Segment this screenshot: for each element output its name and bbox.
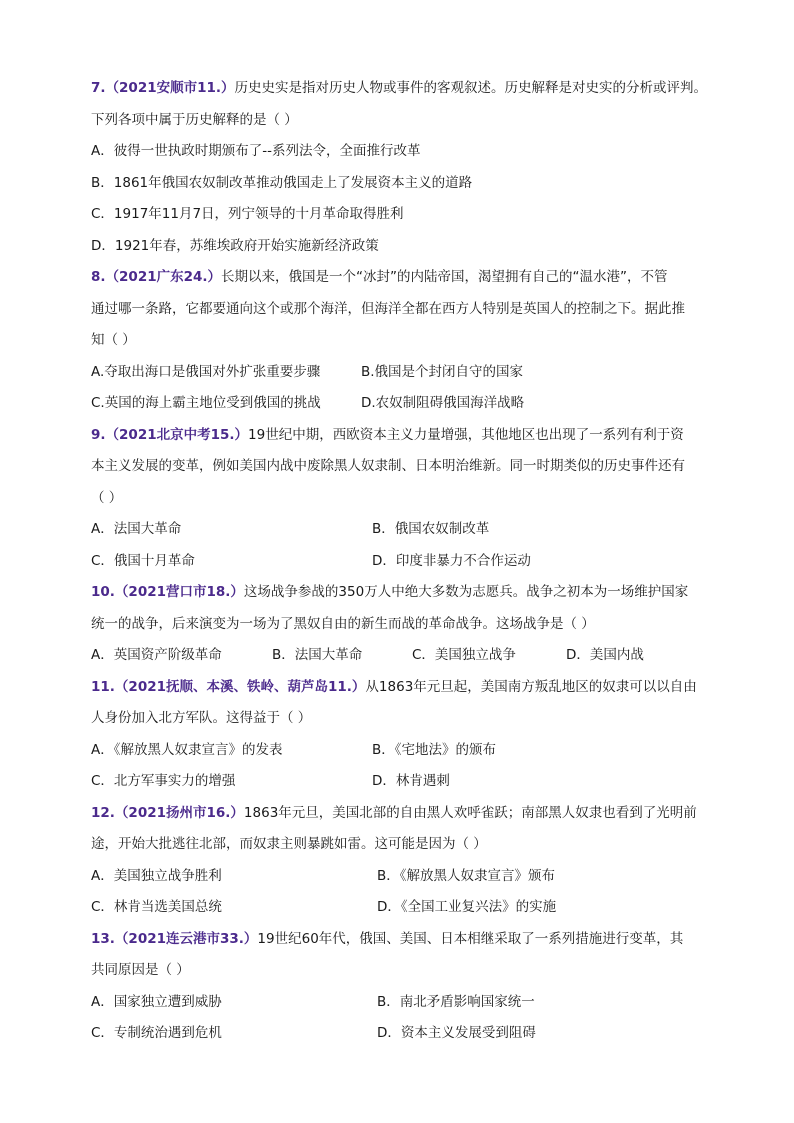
question-source: （2021营口市18.） xyxy=(114,584,244,600)
question-source: （2021广东24.） xyxy=(105,269,222,285)
question-number: 7. xyxy=(91,80,106,96)
stem-text: 从1863年元旦起，美国南方叛乱地区的奴隶可以以自由 xyxy=(365,678,697,695)
question-number: 13. xyxy=(91,930,115,947)
question-8 xyxy=(91,267,711,413)
option-d[interactable]: D．《全国工业复兴法》的实施 xyxy=(377,899,557,915)
option-row xyxy=(91,771,711,791)
stem-text: 长期以来，俄国是一个“冰封”的内陆帝国，渴望拥有自己的“温水港”，不管 xyxy=(221,269,668,285)
option-c[interactable]: C．俄国十月革命 xyxy=(91,552,195,569)
question-source: （2021安顺市11.） xyxy=(105,80,235,96)
option-d[interactable]: D.农奴制阻碍俄国海洋战略 xyxy=(361,395,525,411)
option-a[interactable]: A．美国独立战争胜利 xyxy=(91,867,222,884)
question-source: （2021扬州市16.） xyxy=(114,804,244,821)
stem-text: 历史史实是指对历史人物或事件的客观叙述。历史解释是对史实的分析或评判。 xyxy=(234,80,708,96)
stem-line: 知（ ） xyxy=(91,332,136,348)
stem-line: 人身份加入北方军队。这得益于（ ） xyxy=(91,710,312,726)
option-row xyxy=(91,362,711,382)
option-row xyxy=(91,141,711,161)
option-row xyxy=(91,1023,711,1043)
question-number: 8. xyxy=(91,269,106,285)
option-row xyxy=(91,204,711,224)
option-c[interactable]: C．专制统治遇到危机 xyxy=(91,1025,222,1041)
question-number: 12. xyxy=(91,804,115,821)
question-11 xyxy=(91,677,711,792)
option-a[interactable]: A．英国资产阶级革命 xyxy=(91,647,222,663)
option-b[interactable]: B．法国大革命 xyxy=(272,647,363,663)
stem-text: 这场战争参战的350万人中绝大多数为志愿兵。战争之初本为一场维护国家 xyxy=(243,584,689,600)
option-row xyxy=(91,866,711,886)
option-d[interactable]: D．印度非暴力不合作运动 xyxy=(372,552,531,569)
option-d[interactable]: D．美国内战 xyxy=(566,647,644,663)
question-stem xyxy=(91,267,711,350)
stem-text: 1863年元旦，美国北部的自由黑人欢呼雀跃；南部黑人奴隶也看到了光明前 xyxy=(243,804,697,821)
option-row xyxy=(91,645,711,665)
stem-line: 途，开始大批逃往北部，而奴隶主则暴跳如雷。这可能是因为（ ） xyxy=(91,836,487,852)
option-b[interactable]: B．《解放黑人奴隶宣言》颁布 xyxy=(377,867,556,884)
stem-line xyxy=(91,677,711,697)
option-row xyxy=(91,740,711,760)
question-10 xyxy=(91,582,711,665)
question-number: 10. xyxy=(91,584,115,600)
question-13 xyxy=(91,929,711,1044)
option-a[interactable]: A．国家独立遭到威胁 xyxy=(91,993,222,1010)
question-9 xyxy=(91,425,711,571)
question-source: （2021连云港市33.） xyxy=(114,930,258,947)
option-b[interactable]: B．《宅地法》的颁布 xyxy=(372,741,497,758)
option-b[interactable]: B．1861年俄国农奴制改革推动俄国走上了发展资本主义的道路 xyxy=(91,174,473,191)
option-c[interactable]: C．北方军事实力的增强 xyxy=(91,773,236,789)
option-c[interactable]: C．美国独立战争 xyxy=(412,647,516,663)
question-number: 11. xyxy=(91,678,115,695)
question-12 xyxy=(91,803,711,918)
stem-text: 19世纪60年代，俄国、美国、日本相继采取了一系列措施进行变革，其 xyxy=(257,930,684,947)
option-d[interactable]: D．1921年春，苏维埃政府开始实施新经济政策 xyxy=(91,237,379,254)
stem-line: 通过哪一条路，它都要通向这个或那个海洋，但海洋全都在西方人特别是英国人的控制之下。据此推 xyxy=(91,300,685,317)
option-row xyxy=(91,393,711,413)
option-b[interactable]: B.俄国是个封闭自守的国家 xyxy=(361,363,524,380)
question-stem xyxy=(91,677,711,729)
question-7 xyxy=(91,78,711,256)
stem-line xyxy=(91,425,711,445)
option-c[interactable]: C．林肯当选美国总统 xyxy=(91,899,222,915)
question-stem xyxy=(91,929,711,981)
stem-line xyxy=(91,803,711,823)
option-row xyxy=(91,551,711,571)
stem-text: 19世纪中期，西欧资本主义力量增强，其他地区也出现了一系列有利于资 xyxy=(248,426,684,443)
question-source: （2021北京中考15.） xyxy=(105,426,249,443)
stem-line xyxy=(91,582,711,602)
option-b[interactable]: B．南北矛盾影响国家统一 xyxy=(377,993,535,1010)
stem-line: 统一的战争，后来演变为一场为了黑奴自由的新生而战的革命战争。这场战争是（ ） xyxy=(91,615,595,632)
option-row xyxy=(91,992,711,1012)
stem-line xyxy=(91,929,711,949)
stem-line: 本主义发展的变革，例如美国内战中废除黑人奴隶制、日本明治维新。同一时期类似的历史事件还有 xyxy=(91,458,685,474)
question-stem xyxy=(91,803,711,855)
option-a[interactable]: A．《解放黑人奴隶宣言》的发表 xyxy=(91,741,283,758)
stem-line: （ ） xyxy=(91,489,123,506)
option-row xyxy=(91,236,711,256)
stem-line: 共同原因是（ ） xyxy=(91,962,190,978)
stem-line: 下列各项中属于历史解释的是（ ） xyxy=(91,111,298,128)
option-a[interactable]: A．法国大革命 xyxy=(91,521,182,537)
stem-line xyxy=(91,267,711,287)
question-stem xyxy=(91,78,711,130)
option-a[interactable]: A．彼得一世执政时期颁布了--系列法令，全面推行改革 xyxy=(91,143,421,159)
option-row xyxy=(91,173,711,193)
option-d[interactable]: D．资本主义发展受到阻碍 xyxy=(377,1025,536,1041)
question-page xyxy=(91,78,711,1055)
option-b[interactable]: B．俄国农奴制改革 xyxy=(372,521,490,537)
option-row xyxy=(91,519,711,539)
option-c[interactable]: C.英国的海上霸主地位受到俄国的挑战 xyxy=(91,395,321,411)
option-c[interactable]: C．1917年11月7日，列宁领导的十月革命取得胜利 xyxy=(91,206,404,222)
question-stem xyxy=(91,582,711,634)
stem-line xyxy=(91,78,711,98)
question-stem xyxy=(91,425,711,508)
question-source: （2021抚顺、本溪、铁岭、葫芦岛11.） xyxy=(114,678,366,695)
option-d[interactable]: D．林肯遇刺 xyxy=(372,773,450,789)
option-a[interactable]: A.夺取出海口是俄国对外扩张重要步骤 xyxy=(91,363,321,380)
question-number: 9. xyxy=(91,426,106,443)
option-row xyxy=(91,897,711,917)
